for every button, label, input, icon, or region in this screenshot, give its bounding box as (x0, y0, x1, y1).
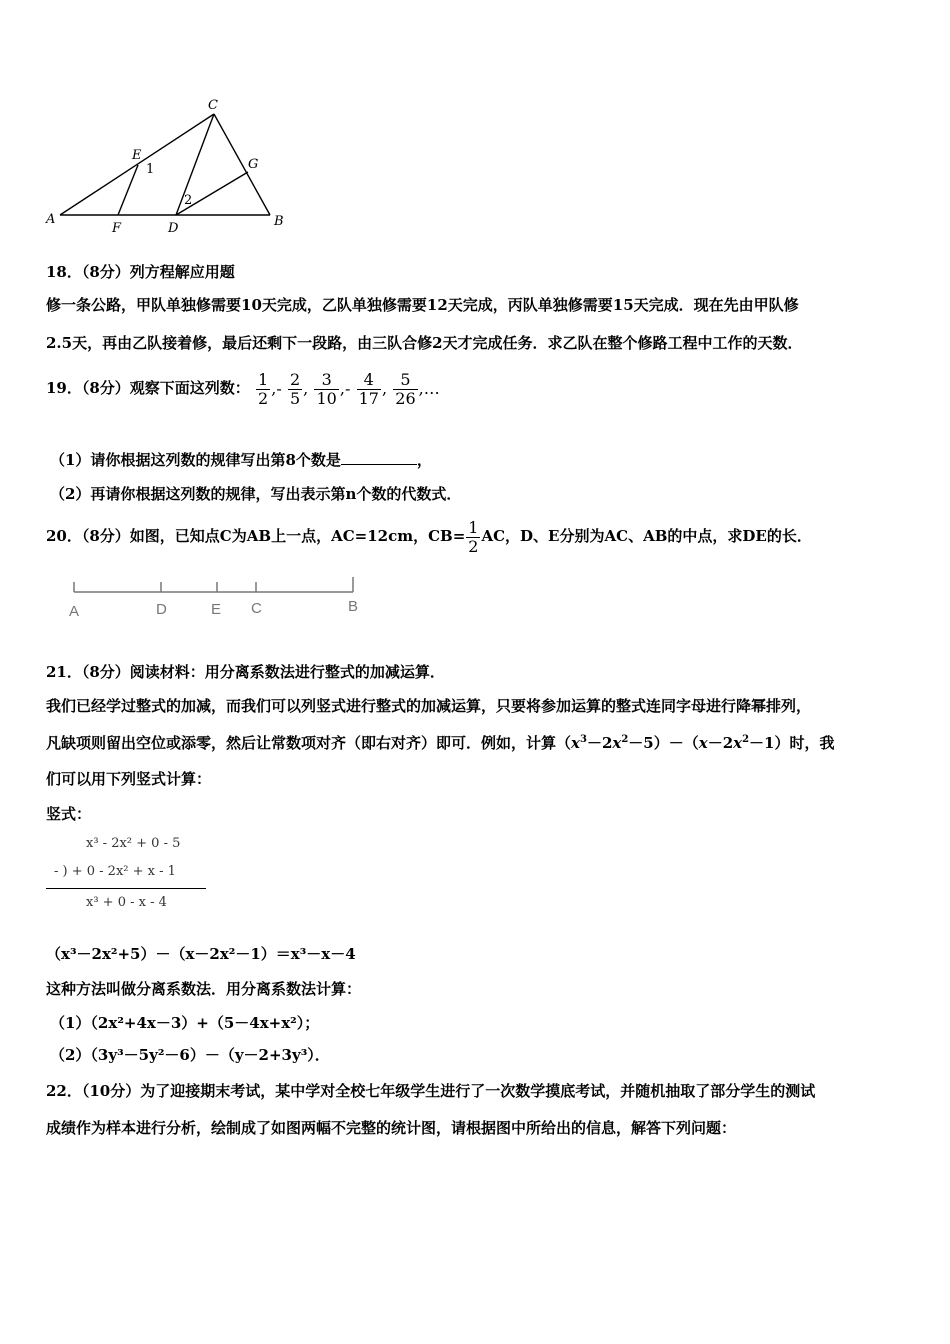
q22-line1: 22．（10分）为了迎接期末考试，某中学对全校七年级学生进行了一次数学摸底考试，并随机抽取了部分学生的测试 (46, 1082, 816, 1100)
q21-line2: 凡缺项则留出空位或添零，然后让常数项对齐（即右对齐）即可．例如，计算$(x^3-2x^2-5)-(x-2x^2-1)$时，我 (46, 734, 835, 752)
q19-fraction: $\frac{1}{2}$ (258, 369, 269, 408)
triangle-figure (40, 95, 300, 240)
q21-part2: （2）（3y³－5y²－6）－（y－2+3y³）． (50, 1046, 330, 1064)
vertical-row-3: x³ + 0 - x - 4 (86, 895, 167, 910)
q21-line3: 们可以用下列竖式计算： (46, 770, 212, 788)
point-e-label: E (211, 601, 222, 618)
q18-header: 18．（8分）列方程解应用题 (46, 263, 235, 281)
q19-ellipsis: … (423, 379, 440, 398)
q19-prefix: 19．（8分）观察下面这列数： (46, 379, 250, 397)
point-d-label: D (156, 601, 167, 618)
label-b: B (274, 214, 284, 229)
q19-fraction: $\frac{2}{5}$ (289, 369, 301, 408)
q21-line1: 我们已经学过整式的加减，而我们可以列竖式进行整式的加减运算，只要将参加运算的整式连同字母进行降幂排列， (46, 697, 812, 715)
vertical-row-2: - ) + 0 - 2x² + x - 1 (54, 864, 176, 879)
vertical-row-1: x³ - 2x² + 0 - 5 (86, 836, 181, 851)
vertical-form-label: 竖式： (46, 805, 92, 823)
q19-fraction: $\frac{5}{26}$ (395, 369, 416, 408)
q18-line2: 2.5天，再由乙队接着修，最后还剩下一段路，由三队合修2天才完成任务．求乙队在整个修路工程中工作的天数． (46, 334, 803, 352)
segment-cb (214, 114, 270, 215)
point-a-label: A (69, 603, 80, 620)
answer-blank[interactable] (341, 450, 417, 465)
vertical-result: （x³－2x²+5）－（x－2x²－1）＝x³－x－4 (46, 945, 356, 963)
segment-figure (60, 572, 380, 622)
label-e: E (132, 148, 142, 163)
label-angle-2: 2 (184, 193, 193, 208)
point-c-label: C (251, 600, 262, 617)
label-angle-1: 1 (146, 162, 155, 177)
q19-part2: （2）再请你根据这列数的规律，写出表示第n个数的代数式． (50, 485, 462, 503)
q19-fraction: $\frac{4}{17}$ (358, 369, 379, 408)
label-f: F (112, 221, 122, 236)
label-g: G (248, 157, 259, 172)
q19-fraction: $\frac{3}{10}$ (316, 369, 337, 408)
segment-ef (118, 165, 138, 215)
q22-line2: 成绩作为样本进行分析，绘制成了如图两幅不完整的统计图，请根据图中所给出的信息，解答下列问题： (46, 1119, 737, 1137)
vertical-rule (46, 888, 206, 889)
segment-cd (176, 114, 214, 215)
q21-part1: （1）（2x²+4x－3）+（5－4x+x²）； (50, 1014, 320, 1032)
label-a: A (46, 212, 56, 227)
q21-method-line: 这种方法叫做分离系数法．用分离系数法计算： (46, 980, 362, 998)
q20-fraction: $\frac{1}{2}$ (468, 517, 479, 556)
q19-sequence-line: 19．（8分）观察下面这列数： $\frac{1}{2}$ ,- $\frac{2}{5}$ , $\frac{3}{10}$ ,- $\frac{4}{17}$ , $\frac{5}{26}$ ,… (46, 369, 440, 408)
q18-line1: 修一条公路，甲队单独修需要10天完成，乙队单独修需要12天完成，丙队单独修需要15天完成．现在先由甲队修 (46, 296, 799, 314)
q19-part1: （1）请你根据这列数的规律写出第8个数是 ， (50, 451, 432, 469)
label-c: C (208, 98, 218, 113)
label-d: D (168, 221, 179, 236)
q20-line: 20．（8分）如图，已知点C为AB上一点，AC=12cm，CB= $\frac{1}{2}$ AC，D、E分别为AC、AB的中点，求DE的长． (46, 517, 812, 556)
q21-header: 21．（8分）阅读材料：用分离系数法进行整式的加减运算． (46, 663, 445, 681)
point-b-label: B (348, 598, 359, 615)
